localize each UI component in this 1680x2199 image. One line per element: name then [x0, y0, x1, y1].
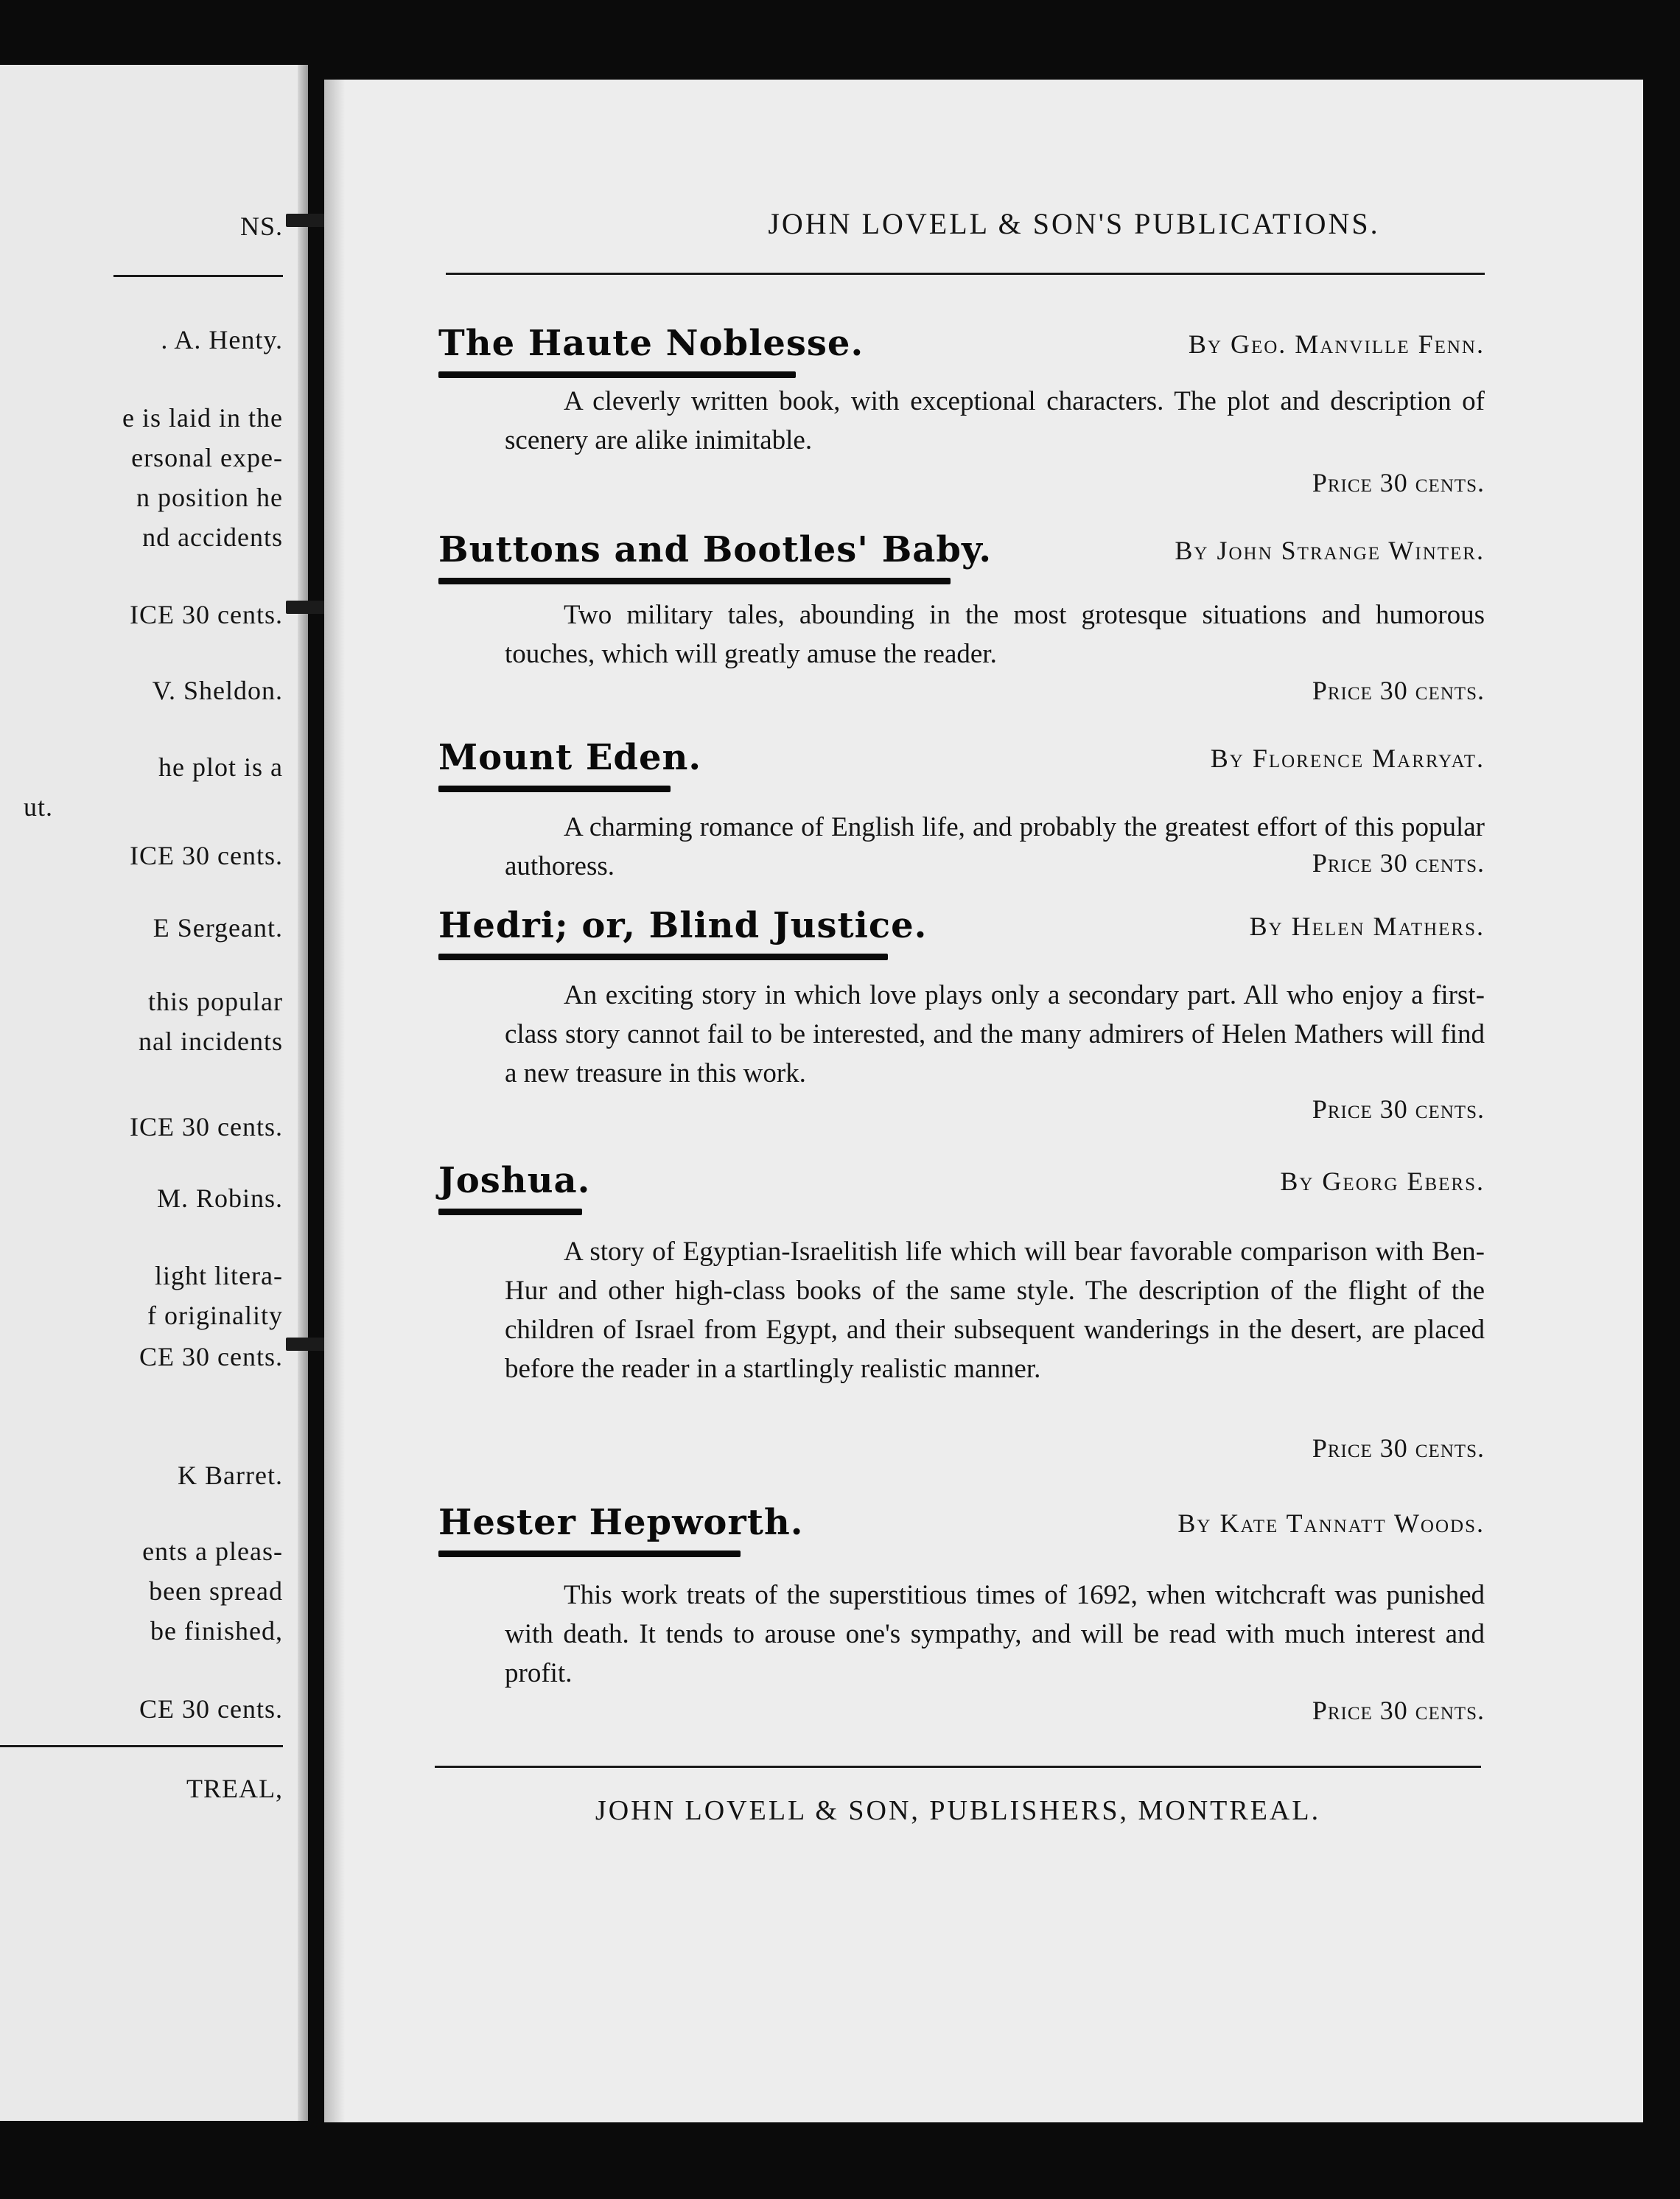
left-line: NS. — [239, 211, 283, 241]
title-underline — [438, 954, 888, 960]
left-page-fragment — [0, 65, 308, 2121]
left-line: light litera- — [155, 1261, 283, 1290]
left-line: CE 30 cents. — [139, 1694, 283, 1724]
left-line: ICE 30 cents. — [130, 1112, 283, 1142]
header-rule — [446, 273, 1485, 275]
book-author: By Florence Marryat. — [1210, 744, 1485, 773]
book-author: By Georg Ebers. — [1280, 1167, 1485, 1196]
book-entry — [438, 737, 1485, 892]
title-underline — [438, 786, 671, 792]
left-line: been spread — [149, 1576, 283, 1606]
footer-rule — [435, 1766, 1481, 1768]
book-title: Mount Eden. — [438, 737, 702, 778]
gutter-shadow — [324, 80, 345, 2122]
left-line: nal incidents — [139, 1027, 283, 1056]
left-line: e is laid in the — [122, 403, 283, 433]
book-title: Hester Hepworth. — [438, 1502, 804, 1543]
book-title: The Haute Noblesse. — [438, 323, 864, 364]
book-entry — [438, 1502, 1485, 1725]
book-description: This work treats of the superstitious times of 1692, when witchcraft was punished with death. It tends to arouse one's sympathy, and will be read with much interest and profit. — [505, 1580, 1485, 1688]
title-underline — [438, 371, 796, 378]
book-description: A story of Egyptian-Israelitish life which will bear favorable comparison with Ben-Hur and other high-class books of the same style. The description of the flight of the children of Israel from Egypt, and their subsequent wanderings in the desert, are placed before the reader in a startlingly realistic manner. — [505, 1237, 1485, 1384]
title-underline — [438, 1209, 582, 1215]
book-title: Buttons and Bootles' Baby. — [438, 529, 993, 570]
book-entry — [438, 1160, 1485, 1469]
title-underline — [438, 1551, 741, 1557]
book-title: Joshua. — [438, 1160, 591, 1201]
book-description: Two military tales, abounding in the most grotesque situations and humorous touches, which will greatly amuse the reader. — [505, 600, 1485, 669]
left-line: K Barret. — [178, 1461, 283, 1490]
left-line: V. Sheldon. — [152, 676, 283, 705]
book-description: An exciting story in which love plays only a secondary part. All who enjoy a first-class story cannot fail to be interested, and the many admirers of Helen Mathers will find a new treasure in this work. — [505, 980, 1485, 1088]
book-entry — [438, 529, 1485, 705]
left-line: TREAL, — [186, 1774, 283, 1803]
book-price: Price 30 cents. — [1312, 1094, 1485, 1124]
left-line: ut. — [23, 792, 53, 822]
binding-mark — [286, 1338, 327, 1351]
book-price: Price 30 cents. — [1312, 468, 1485, 497]
page-edge-shadow — [298, 65, 308, 2121]
book-author: By Helen Mathers. — [1249, 912, 1485, 941]
left-line: M. Robins. — [156, 1184, 283, 1213]
left-line: CE 30 cents. — [139, 1342, 283, 1371]
book-spine — [308, 65, 324, 2121]
left-line: ersonal expe- — [131, 443, 283, 472]
book-entry — [438, 905, 1485, 1124]
left-line: ents a pleas- — [142, 1536, 283, 1566]
left-line: be finished, — [150, 1616, 283, 1646]
book-author: By Geo. Manville Fenn. — [1188, 329, 1485, 359]
left-line: ICE 30 cents. — [130, 841, 283, 870]
left-footer-rule — [0, 1745, 283, 1747]
left-line: E Sergeant. — [153, 913, 283, 943]
binding-mark — [286, 601, 327, 614]
book-price: Price 30 cents. — [1312, 1433, 1485, 1463]
book-title: Hedri; or, Blind Justice. — [438, 905, 928, 946]
running-header: JOHN LOVELL & SON'S PUBLICATIONS. — [768, 207, 1380, 240]
book-author: By John Strange Winter. — [1175, 536, 1485, 565]
title-underline — [438, 578, 951, 584]
book-price: Price 30 cents. — [1312, 676, 1485, 705]
book-price: Price 30 cents. — [1312, 848, 1485, 878]
publisher-footer: JOHN LOVELL & SON, PUBLISHERS, MONTREAL. — [595, 1795, 1321, 1826]
book-description: A charming romance of English life, and probably the greatest effort of this popular authoress. — [505, 812, 1485, 881]
book-author: By Kate Tannatt Woods. — [1177, 1508, 1485, 1538]
book-description: A cleverly written book, with exceptional characters. The plot and description of scenery are alike inimitable. — [505, 386, 1485, 455]
left-line: f originality — [147, 1301, 283, 1330]
left-line: he plot is a — [158, 752, 283, 782]
book-entry — [438, 323, 1485, 500]
left-line: . A. Henty. — [161, 325, 283, 354]
left-line: ICE 30 cents. — [130, 600, 283, 629]
left-line: n position he — [136, 483, 283, 512]
left-line: this popular — [148, 987, 283, 1016]
left-line: nd accidents — [142, 522, 283, 552]
binding-mark — [286, 214, 327, 227]
book-price: Price 30 cents. — [1312, 1696, 1485, 1725]
left-header-rule — [113, 275, 283, 277]
catalog-page — [324, 80, 1643, 2122]
